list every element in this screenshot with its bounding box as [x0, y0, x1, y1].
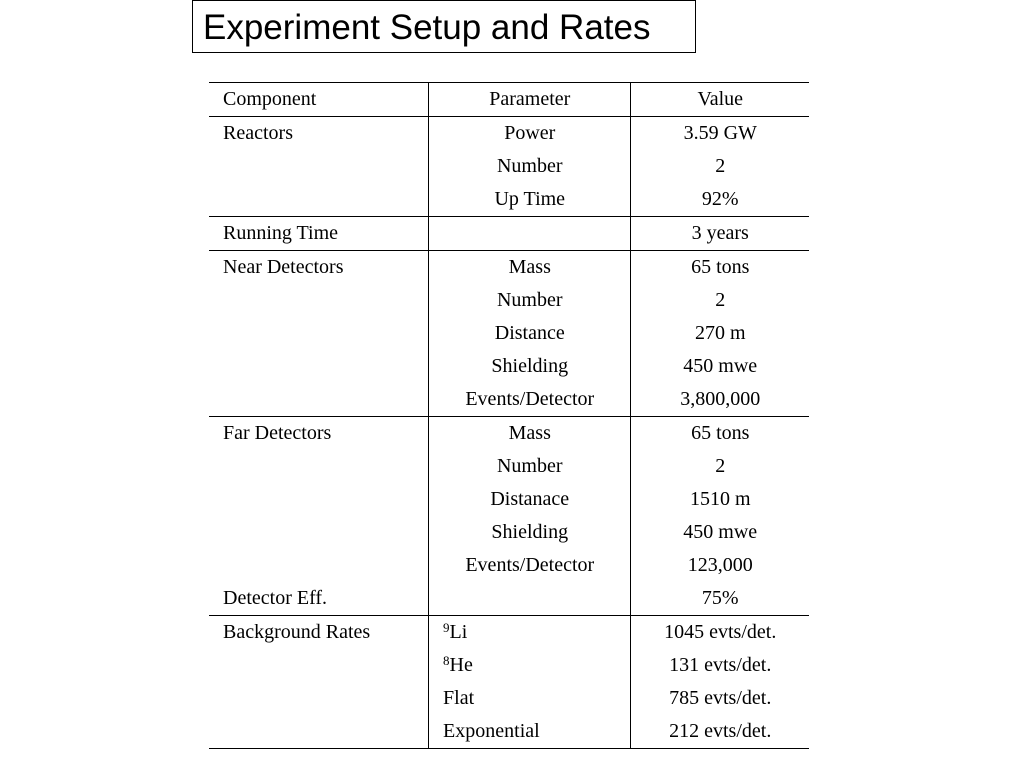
table-row: [209, 616, 809, 650]
table-row: [209, 417, 809, 451]
value-cell: 785 evts/det.: [669, 687, 772, 709]
value-cell: 2: [715, 289, 726, 311]
table-row: [209, 350, 809, 383]
isotope-name: He: [449, 654, 473, 676]
value-cell: 3.59 GW: [631, 117, 809, 151]
value-cell: 65 tons: [631, 417, 809, 451]
table-header-row: [209, 83, 809, 117]
value-cell: 450 mwe: [683, 355, 758, 377]
parameter-cell: Flat: [429, 682, 631, 715]
parameter-cell: Distanace: [429, 483, 631, 516]
parameter-cell: Power: [429, 117, 631, 151]
component-cell: [209, 715, 429, 749]
value-cell: 2: [715, 455, 726, 477]
component-cell: [209, 350, 429, 383]
table-row: [209, 582, 809, 616]
parameter-cell: Distance: [429, 317, 631, 350]
value-cell: 270 m: [694, 322, 746, 344]
table-row: [209, 450, 809, 483]
table-row: [209, 251, 809, 285]
table-row: [209, 516, 809, 549]
header-parameter: Parameter: [429, 83, 631, 117]
isotope-name: Li: [449, 621, 468, 643]
value-cell: 123,000: [687, 554, 753, 576]
component-cell: [209, 549, 429, 582]
parameter-cell: [429, 582, 631, 616]
component-cell: [209, 516, 429, 549]
parameter-cell: Mass: [429, 251, 631, 285]
experiment-setup-table: [209, 82, 809, 749]
table-row: [209, 117, 809, 151]
parameter-cell: [429, 616, 631, 650]
parameter-cell: Number: [429, 284, 631, 317]
table-row: [209, 217, 809, 251]
component-cell: [209, 383, 429, 417]
table-row: [209, 383, 809, 417]
value-cell: 450 mwe: [683, 521, 758, 543]
isotope-mass-number: 8: [443, 653, 450, 668]
component-cell: Reactors: [209, 117, 429, 151]
parameter-cell: Events/Detector: [429, 383, 631, 417]
component-cell: [209, 682, 429, 715]
table-row: [209, 682, 809, 715]
table-row: [209, 649, 809, 682]
value-cell: 1045 evts/det.: [631, 616, 809, 650]
table-row: [209, 549, 809, 582]
component-cell: Near Detectors: [209, 251, 429, 285]
component-cell: [209, 483, 429, 516]
parameter-cell: Mass: [429, 417, 631, 451]
component-cell: [209, 649, 429, 682]
parameter-cell: Shielding: [429, 350, 631, 383]
table-row: [209, 715, 809, 749]
value-cell: 75%: [701, 587, 739, 609]
parameter-cell: Number: [429, 150, 631, 183]
slide-title: Experiment Setup and Rates: [192, 0, 696, 53]
component-cell: [209, 183, 429, 217]
header-value: Value: [631, 83, 809, 117]
parameter-cell: [429, 649, 631, 682]
table-row: [209, 284, 809, 317]
value-cell: 92%: [701, 188, 739, 210]
component-cell: Detector Eff.: [223, 587, 328, 609]
component-cell: Far Detectors: [209, 417, 429, 451]
parameter-cell: Exponential: [429, 715, 631, 749]
value-cell: 131 evts/det.: [669, 654, 772, 676]
component-cell: [209, 450, 429, 483]
component-cell: Running Time: [209, 217, 429, 251]
parameter-cell: Number: [429, 450, 631, 483]
table-row: [209, 150, 809, 183]
value-cell: 3,800,000: [680, 388, 761, 410]
component-cell: [209, 317, 429, 350]
value-cell: 3 years: [631, 217, 809, 251]
value-cell: 65 tons: [631, 251, 809, 285]
table-row: [209, 317, 809, 350]
parameter-cell: Events/Detector: [429, 549, 631, 582]
table-row: [209, 183, 809, 217]
value-cell: 1510 m: [689, 488, 751, 510]
component-cell: [209, 150, 429, 183]
table-row: [209, 483, 809, 516]
parameter-cell: Shielding: [429, 516, 631, 549]
parameter-cell: Up Time: [429, 183, 631, 217]
value-cell: 212 evts/det.: [631, 715, 809, 749]
component-cell: Background Rates: [209, 616, 429, 650]
component-cell: [209, 284, 429, 317]
header-component: Component: [209, 83, 429, 117]
parameter-cell: [429, 217, 631, 251]
isotope-mass-number: 9: [443, 620, 450, 635]
value-cell: 2: [715, 155, 726, 177]
